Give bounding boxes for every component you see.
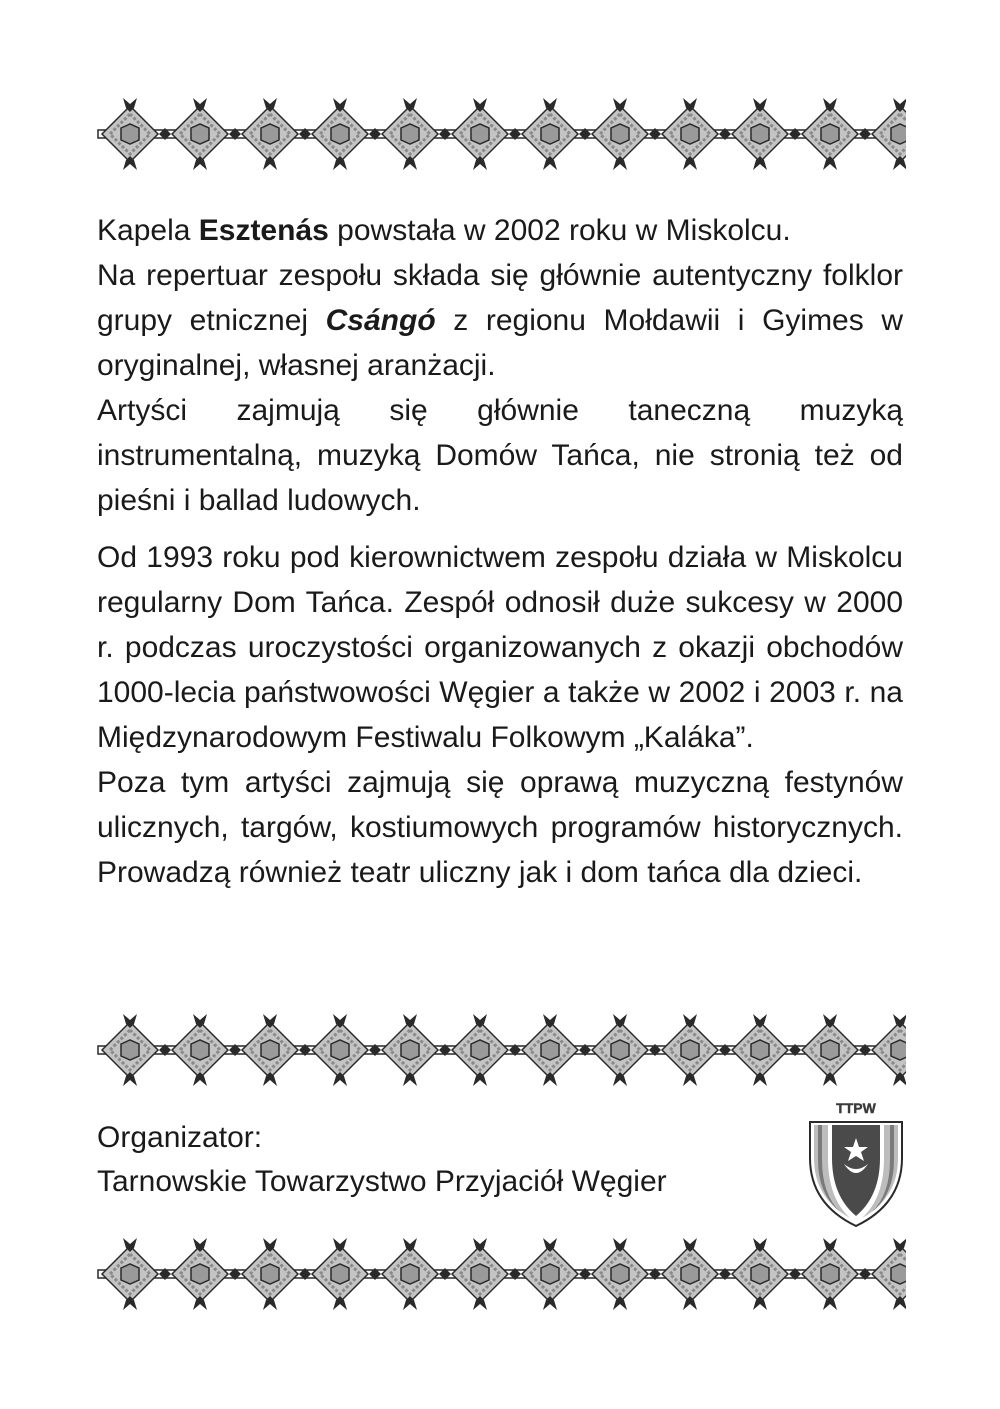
organizer-label: Organizator: (97, 1121, 263, 1154)
paragraph-history: Od 1993 roku pod kierownictwem zespołu działa w Miskolcu regularny Dom Tańca. Zespół odnosił duże sukcesy w 2000 r. podczas uroczystości organizowanych z okazji obchodów 1000-lecia państwowości Węgier a także w 2002 i 2003 r. na Międzynarodowym Festiwalu Folkowym „Kaláka”. (97, 541, 903, 754)
paragraph-repertoire: Na repertuar zespołu składa się głównie autentyczny folklor grupy etnicznej Csángó z regionu Mołdawii i Gyimes w oryginalnej, własnej aranżacji. (97, 259, 903, 382)
ttpw-logo (806, 1098, 906, 1230)
organizer-name: Tarnowskie Towarzystwo Przyjaciół Węgier (97, 1165, 667, 1198)
folk-ornament-border-top (94, 96, 906, 172)
description-text (97, 208, 903, 895)
paragraph-founding: Kapela Esztenás powstała w 2002 roku w Miskolcu. (97, 214, 791, 247)
organizer-block (97, 1116, 667, 1204)
folk-ornament-border-middle (94, 1012, 906, 1088)
logo-text: TTPW (836, 1100, 876, 1116)
paragraph-activities: Poza tym artyści zajmują się oprawą muzyczną festynów ulicznych, targów, kostiumowych programów historycznych. Prowadzą również teatr uliczny jak i dom tańca dla dzieci. (97, 766, 903, 889)
folk-ornament-border-bottom (94, 1236, 906, 1312)
paragraph-artists: Artyści zajmują się głównie taneczną muzyką instrumentalną, muzyką Domów Tańca, nie stronią też od pieśni i ballad ludowych. (97, 394, 903, 517)
band-name: Esztenás (198, 214, 329, 247)
crescent-star-shield-icon (806, 1098, 906, 1230)
ethnic-group-name: Csángó (325, 304, 436, 337)
